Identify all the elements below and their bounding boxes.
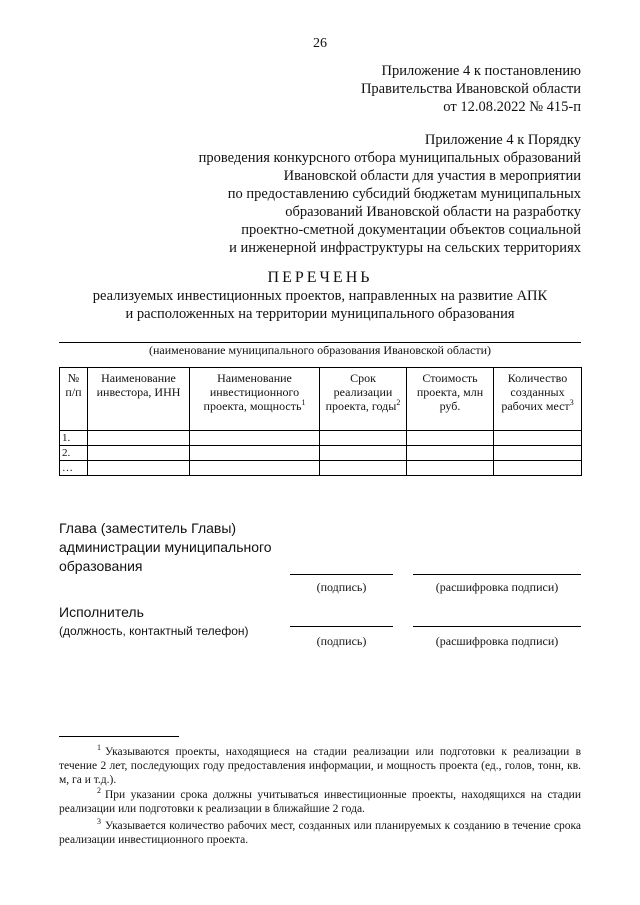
header-line: от 12.08.2022 № 415-п xyxy=(443,99,581,115)
label-line: образования xyxy=(59,558,143,574)
row-number: … xyxy=(60,461,88,476)
table-cell[interactable] xyxy=(494,461,582,476)
table-cell[interactable] xyxy=(190,431,320,446)
head-signature-label xyxy=(59,519,272,576)
table-cell[interactable] xyxy=(88,446,190,461)
col-header-jobs: Количество созданных рабочих мест$^3$ xyxy=(494,368,582,431)
header-line: Ивановской области для участия в мероприятии xyxy=(283,168,581,184)
executor-decode-line[interactable] xyxy=(413,626,581,627)
sign-label: (подпись) xyxy=(316,580,367,594)
header-line: Приложение 4 к Порядку xyxy=(424,132,581,148)
decode-label: (расшифровка подписи) xyxy=(435,634,559,648)
header-line: по предоставлению субсидий бюджетам муниципальных xyxy=(227,186,581,202)
table-row xyxy=(60,431,582,446)
header-line: проведения конкурсного отбора муниципальных образований xyxy=(198,150,581,166)
row-number: 2. xyxy=(60,446,88,461)
header-line: образований Ивановской области на разработку xyxy=(285,204,581,220)
footnote-text: Указываются проекты, находящиеся на стадии реализации или подготовки к реализации в течение 2 лет, последующих году предоставления информации, и мощность проекта (ед., голов, тонн, кв. м, га и т.д.). xyxy=(59,745,581,786)
label-line: администрации муниципального xyxy=(59,539,272,555)
executor-label: Исполнитель xyxy=(59,604,144,620)
header-block-procedure xyxy=(199,131,581,257)
executor-sign-line[interactable] xyxy=(290,626,393,627)
subtitle-line: реализуемых инвестиционных проектов, направленных на развитие АПК xyxy=(92,288,548,304)
head-decode-line[interactable] xyxy=(413,574,581,575)
table-cell[interactable] xyxy=(320,461,407,476)
header-block-resolution xyxy=(361,62,581,116)
col-header-investor: Наименование инвестора, ИНН xyxy=(88,368,190,431)
footnote-1 xyxy=(59,741,581,787)
table-cell[interactable] xyxy=(407,431,494,446)
table-cell[interactable] xyxy=(190,461,320,476)
head-sign-line[interactable] xyxy=(290,574,393,575)
col-header-project: Наименование инвестиционного проекта, мощность$^1$ xyxy=(190,368,320,431)
table-cell[interactable] xyxy=(494,431,582,446)
footnote-text: При указании срока должны учитываться инвестиционные проекты, находящихся на стадии реализации или подготовки к реализации в ближайшие 2 года. xyxy=(59,788,581,815)
table-cell[interactable] xyxy=(407,461,494,476)
header-line: проектно-сметной документации объектов социальной xyxy=(241,222,581,238)
table-cell[interactable] xyxy=(88,461,190,476)
footnote-number: 3 xyxy=(97,817,101,826)
table-header-row xyxy=(60,368,582,431)
table-cell[interactable] xyxy=(320,446,407,461)
table-cell[interactable] xyxy=(320,431,407,446)
col-header-term: Срок реализации проекта, годы$^2$ xyxy=(320,368,407,431)
footnote-ref: 3 xyxy=(569,398,574,407)
page-number: 26 xyxy=(313,36,327,51)
footnote-separator xyxy=(59,736,179,737)
header-line: и инженерной инфраструктуры на сельских территориях xyxy=(229,240,581,256)
table-row xyxy=(60,461,582,476)
footnote-text: Указывается количество рабочих мест, созданных или планируемых к созданию в течение срока реализации инвестиционного проекта. xyxy=(59,819,581,846)
col-header-cost: Стоимость проекта, млн руб. xyxy=(407,368,494,431)
footnote-ref: 2 xyxy=(396,398,401,407)
table-row xyxy=(60,446,582,461)
footnote-number: 2 xyxy=(97,786,101,795)
table-cell[interactable] xyxy=(407,446,494,461)
footnote-number: 1 xyxy=(97,743,101,752)
table-cell[interactable] xyxy=(494,446,582,461)
table-cell[interactable] xyxy=(190,446,320,461)
document-title: ПЕРЕЧЕНЬ xyxy=(267,269,373,286)
projects-table xyxy=(59,367,582,476)
footnote-2 xyxy=(59,784,581,816)
header-line: Правительства Ивановской области xyxy=(360,81,581,97)
decode-label: (расшифровка подписи) xyxy=(435,580,559,594)
header-line: Приложение 4 к постановлению xyxy=(381,63,581,79)
footnote-ref: 1 xyxy=(301,398,306,407)
col-header-number: № п/п xyxy=(60,368,88,431)
row-number: 1. xyxy=(60,431,88,446)
document-subtitle xyxy=(0,287,640,323)
executor-sublabel: (должность, контактный телефон) xyxy=(59,624,249,638)
footnote-3 xyxy=(59,815,581,847)
subtitle-line: и расположенных на территории муниципального образования xyxy=(125,306,515,322)
table-cell[interactable] xyxy=(88,431,190,446)
municipality-label: (наименование муниципального образования Ивановской области) xyxy=(148,343,492,357)
label-line: Глава (заместитель Главы) xyxy=(59,520,237,536)
sign-label: (подпись) xyxy=(316,634,367,648)
